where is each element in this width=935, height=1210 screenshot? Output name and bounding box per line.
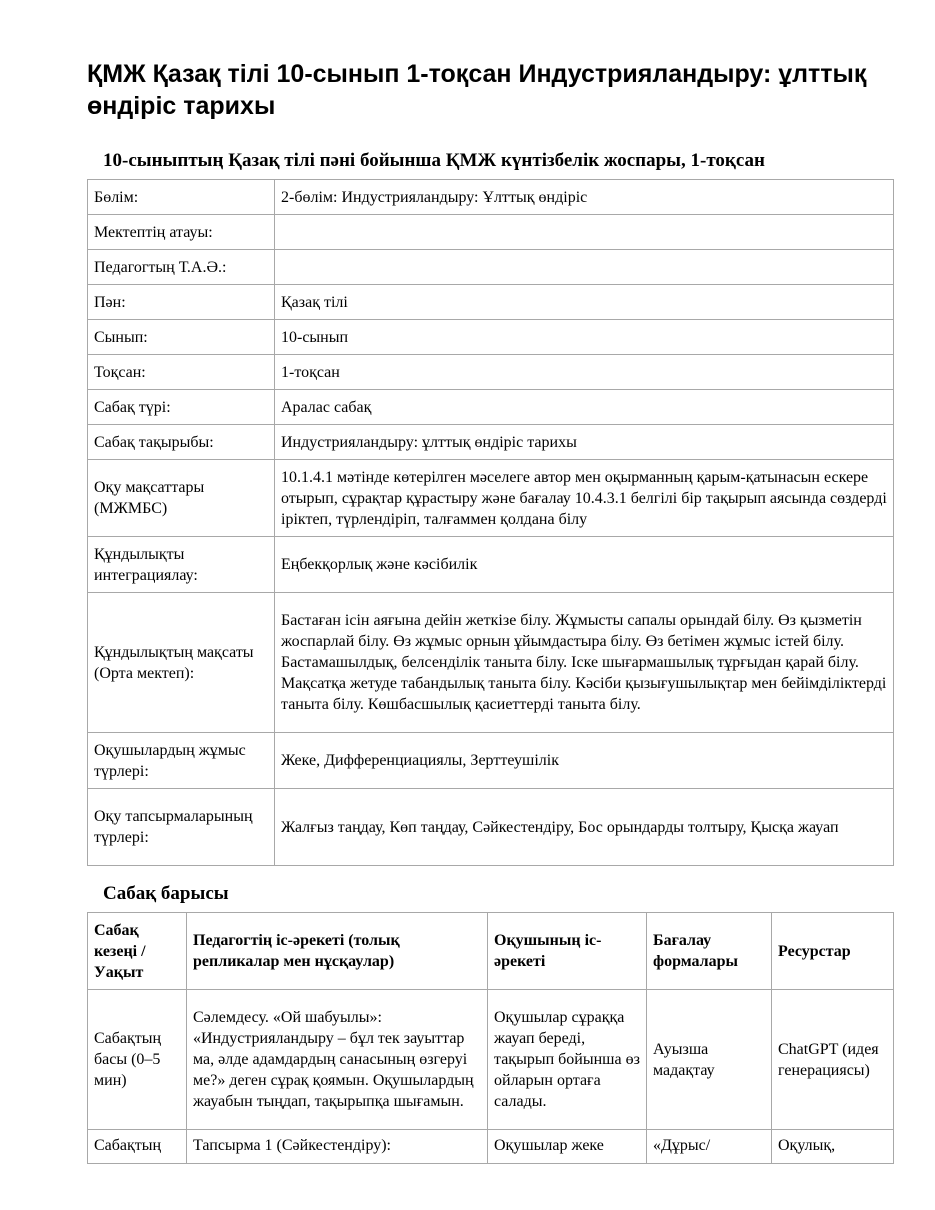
table-row	[88, 1130, 894, 1164]
table-row	[88, 733, 894, 789]
table-row	[88, 285, 894, 320]
column-header-student-activity: Оқушының іс-әрекеті	[488, 913, 647, 990]
column-header-stage: Сабақ кезеңі / Уақыт	[88, 913, 187, 990]
table-row	[88, 425, 894, 460]
column-header-resources: Ресурстар	[772, 913, 894, 990]
table-row	[88, 789, 894, 866]
column-header-teacher-activity: Педагогтің іс-әрекеті (толық репликалар мен нұсқаулар)	[187, 913, 488, 990]
stage-cell: Сабақтың	[88, 1130, 187, 1164]
table-row	[88, 593, 894, 733]
table-row	[88, 320, 894, 355]
table-row	[88, 250, 894, 285]
assessment-cell: Ауызша мадақтау	[647, 990, 772, 1130]
student-activity-cell: Оқушылар жеке	[488, 1130, 647, 1164]
teacher-activity-cell: Сәлемдесу. «Ой шабуылы»: «Индустрияландыру – бұл тек зауыттар ма, әлде адамдардың санасының өзгеруі ме?» деген сұрақ қоямын. Оқушылардың жауабын тыңдап, тақырыпқа шығамын.	[187, 990, 488, 1130]
info-value	[275, 250, 894, 285]
info-value: Жалғыз таңдау, Көп таңдау, Сәйкестендіру, Бос орындарды толтыру, Қысқа жауап	[275, 789, 894, 866]
info-label: Пән:	[88, 285, 275, 320]
table-row	[88, 460, 894, 537]
info-label: Құндылықтың мақсаты (Орта мектеп):	[88, 593, 275, 733]
table-row	[88, 215, 894, 250]
info-label: Сынып:	[88, 320, 275, 355]
info-label: Бөлім:	[88, 180, 275, 215]
info-label: Құндылықты интеграциялау:	[88, 537, 275, 593]
table-row	[88, 180, 894, 215]
lesson-flow-table	[87, 912, 894, 1164]
info-value: 1-тоқсан	[275, 355, 894, 390]
info-value: 2-бөлім: Индустрияландыру: Ұлттық өндіріс	[275, 180, 894, 215]
info-label: Оқу тапсырмаларының түрлері:	[88, 789, 275, 866]
info-value	[275, 215, 894, 250]
info-value: 10-сынып	[275, 320, 894, 355]
table-row	[88, 390, 894, 425]
info-value: Бастаған ісін аяғына дейін жеткізе білу. Жұмысты сапалы орындай білу. Өз қызметін жоспарлай білу. Өз жұмыс орнын ұйымдастыра білу. Өз бетімен жұмыс істей білу. Бастамашылдық, белсенділік таныта білу. Іске шығармашылық тұрғыдан қарай білу. Мақсатқа жетуде табандылық таныта білу. Кәсіби қызығушылықтар мен бейімділіктерді таныта білу. Көшбасшылық қасиеттерді таныта білу.	[275, 593, 894, 733]
teacher-activity-cell: Тапсырма 1 (Сәйкестендіру):	[187, 1130, 488, 1164]
table-row	[88, 355, 894, 390]
resources-cell: Оқулық,	[772, 1130, 894, 1164]
info-label: Тоқсан:	[88, 355, 275, 390]
info-label: Педагогтың Т.А.Ә.:	[88, 250, 275, 285]
info-label: Мектептің атауы:	[88, 215, 275, 250]
info-label: Оқушылардың жұмыс түрлері:	[88, 733, 275, 789]
info-value: 10.1.4.1 мәтінде көтерілген мәселеге автор мен оқырманның қарым-қатынасын ескере отырып, сұрақтар құрастыру және бағалау 10.4.3.1 белгілі бір тақырып аясында сөздерді іріктеп, түрлендіріп, талғаммен қолдана білу	[275, 460, 894, 537]
info-value: Еңбекқорлық және кәсібилік	[275, 537, 894, 593]
table-row	[88, 537, 894, 593]
student-activity-cell: Оқушылар сұраққа жауап береді, тақырып бойынша өз ойларын ортаға салады.	[488, 990, 647, 1130]
lesson-info-table	[87, 179, 894, 866]
column-header-assessment: Бағалау формалары	[647, 913, 772, 990]
table-header-row	[88, 913, 894, 990]
assessment-cell: «Дұрыс/	[647, 1130, 772, 1164]
plan-heading: 10-сыныптың Қазақ тілі пәні бойынша ҚМЖ күнтізбелік жоспары, 1-тоқсан	[103, 150, 765, 171]
info-label: Сабақ тақырыбы:	[88, 425, 275, 460]
document-title: ҚМЖ Қазақ тілі 10-сынып 1-тоқсан Индустрияландыру: ұлттық өндіріс тарихы	[87, 60, 867, 120]
info-value: Қазақ тілі	[275, 285, 894, 320]
info-label: Сабақ түрі:	[88, 390, 275, 425]
stage-cell: Сабақтың басы (0–5 мин)	[88, 990, 187, 1130]
info-value: Жеке, Дифференциациялы, Зерттеушілік	[275, 733, 894, 789]
info-value: Индустрияландыру: ұлттық өндіріс тарихы	[275, 425, 894, 460]
resources-cell: ChatGPT (идея генерациясы)	[772, 990, 894, 1130]
table-row	[88, 990, 894, 1130]
lesson-flow-heading: Сабақ барысы	[103, 883, 229, 904]
info-label: Оқу мақсаттары (МЖМБС)	[88, 460, 275, 537]
info-value: Аралас сабақ	[275, 390, 894, 425]
